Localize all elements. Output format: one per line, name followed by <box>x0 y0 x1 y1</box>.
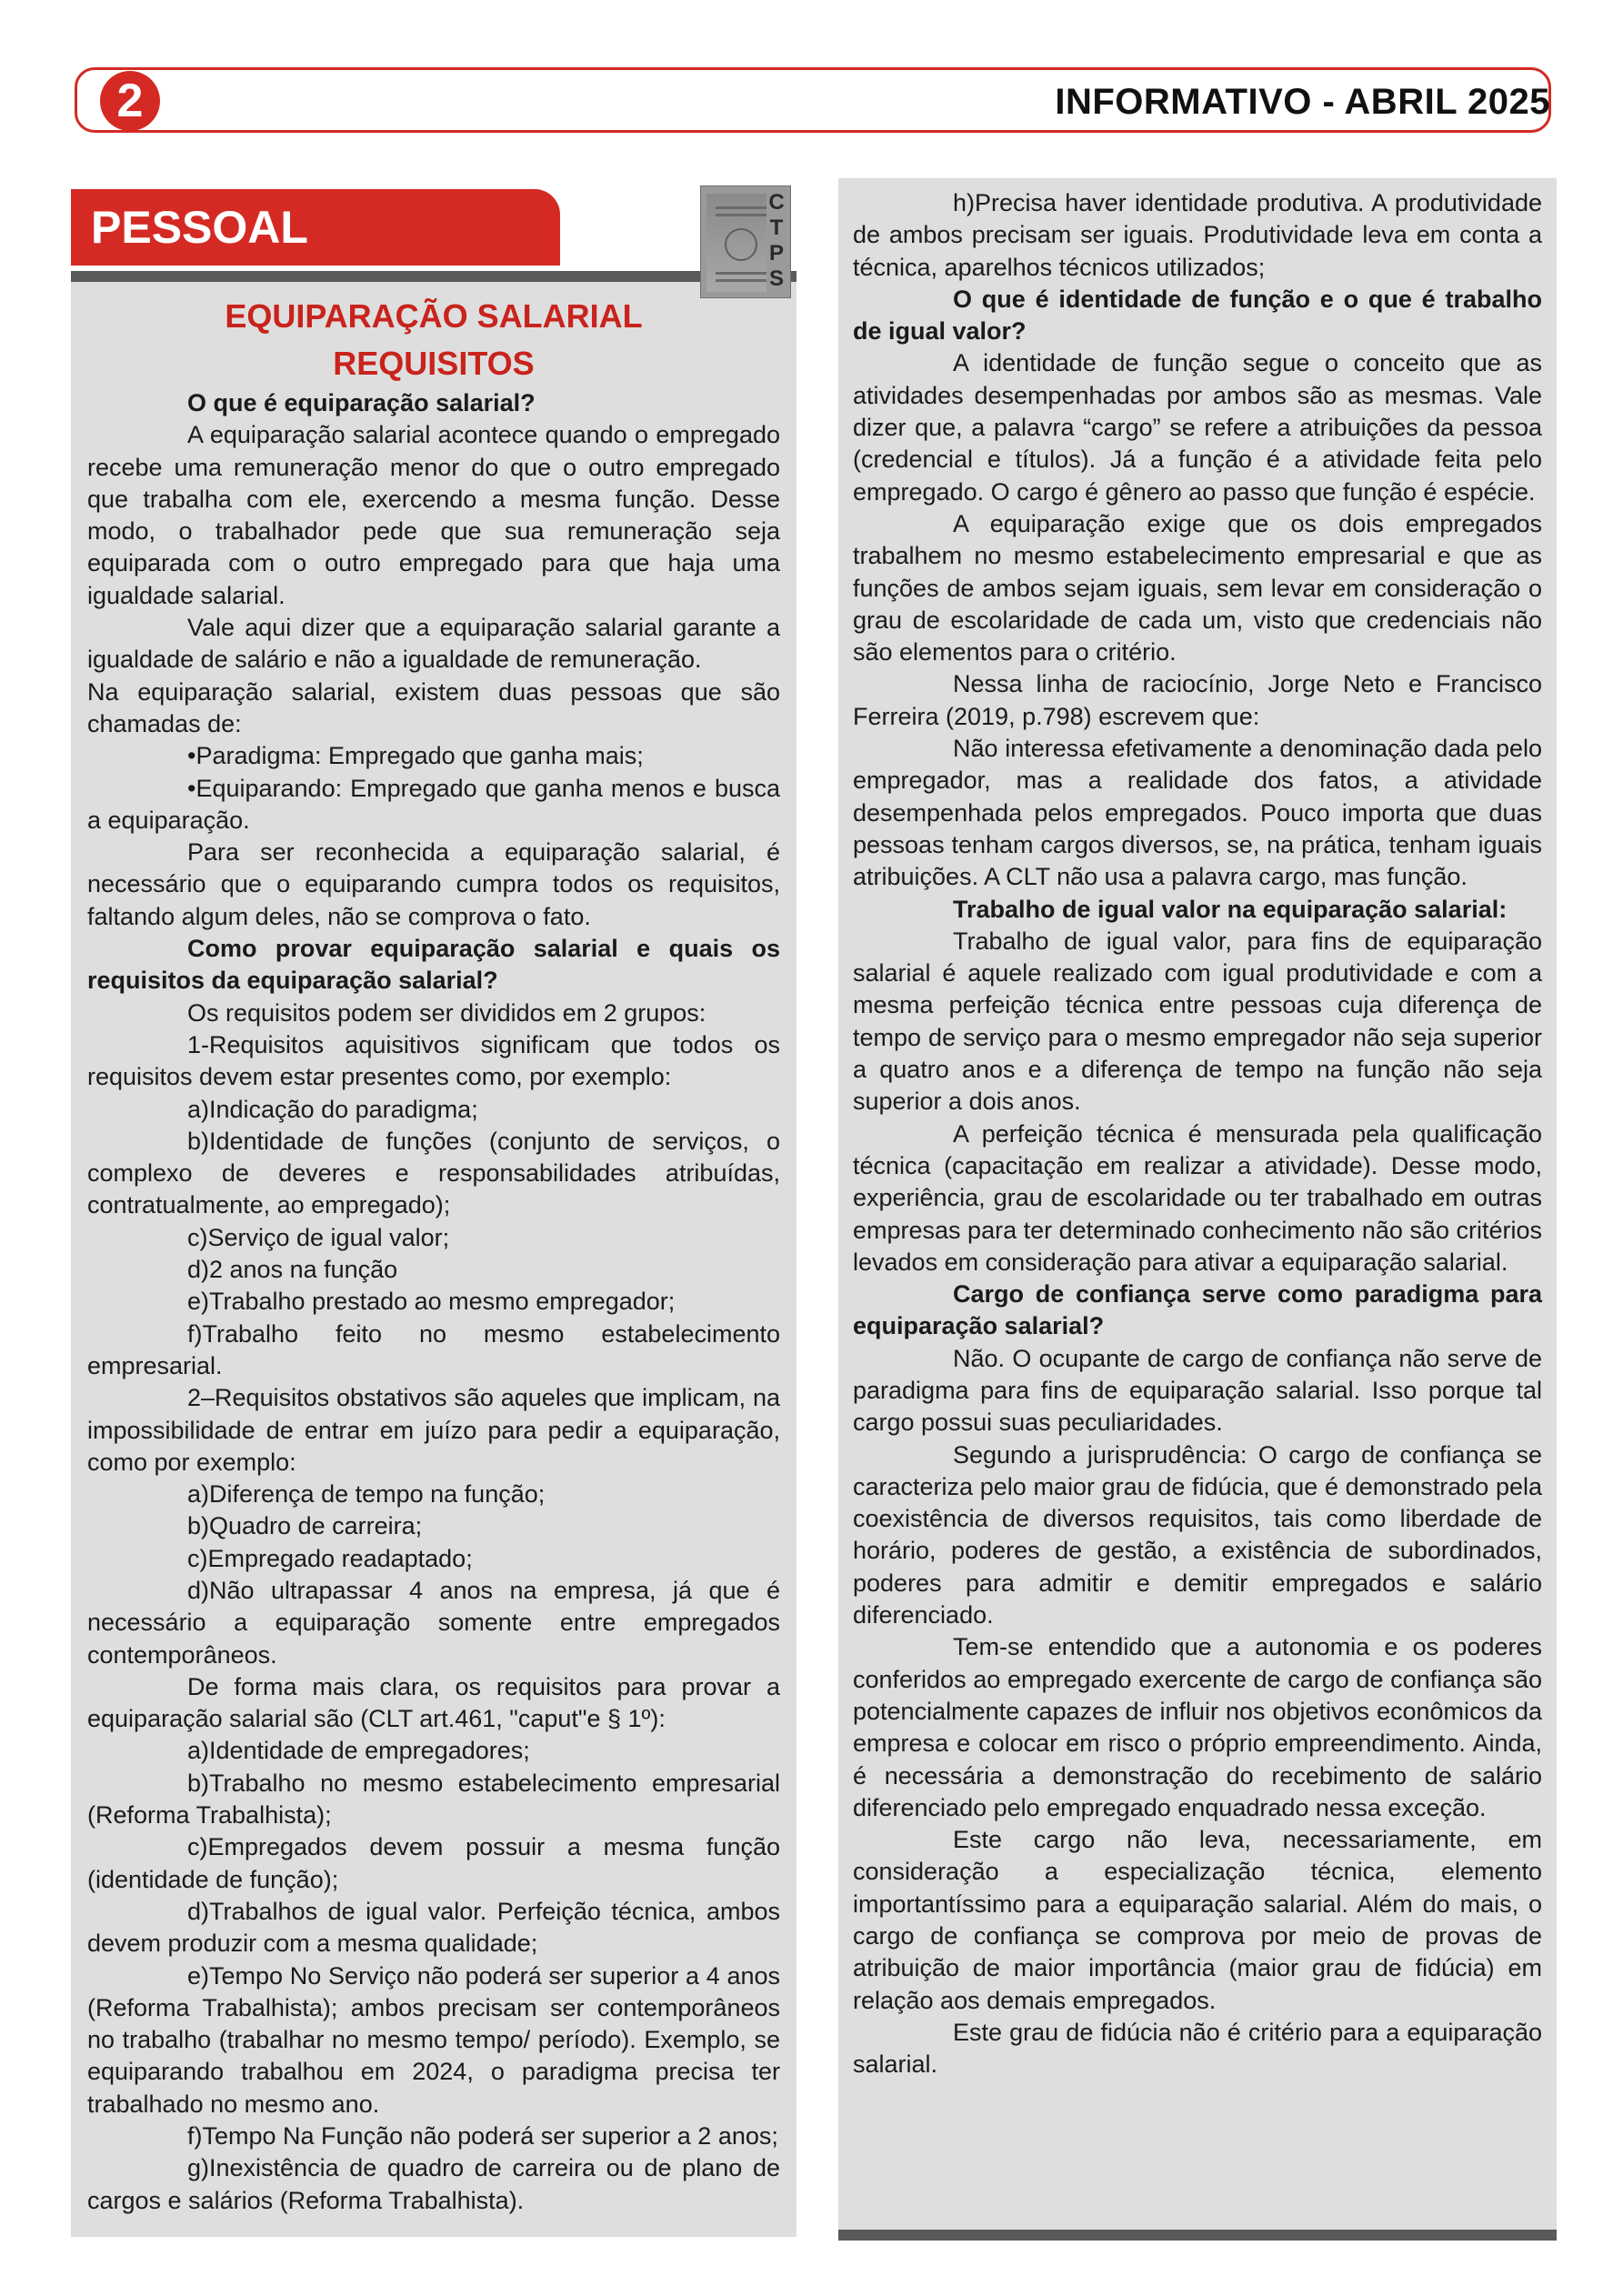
subheading: Como provar equiparação salarial e quais os requisitos da equiparação salarial? <box>87 935 780 995</box>
paragraph: d)2 anos na função <box>187 1256 398 1284</box>
paragraph: •Equiparando: Empregado que ganha menos e busca a equiparação. <box>87 774 780 834</box>
paragraph: f)Tempo Na Função não poderá ser superior a 2 anos; <box>187 2122 778 2151</box>
paragraph: c)Empregado readaptado; <box>187 1544 473 1572</box>
paragraph: b)Trabalho no mesmo estabelecimento empresarial (Reforma Trabalhista); <box>87 1769 780 1830</box>
paragraph: a)Indicação do paradigma; <box>187 1095 478 1123</box>
paragraph: g)Inexistência de quadro de carreira ou de plano de cargos e salários (Reforma Trabalhista). <box>87 2154 780 2214</box>
paragraph: d)Não ultrapassar 4 anos na empresa, já que é necessário a equiparação somente entre empregados contemporâneos. <box>87 1576 780 1669</box>
section-rule <box>71 271 796 282</box>
article-title-line2: REQUISITOS <box>333 345 535 382</box>
right-column-rule <box>838 2230 1557 2241</box>
paragraph: Não. O ocupante de cargo de confiança não serve de paradigma para fins de equiparação salarial. Isso porque tal cargo possui suas peculiaridades. <box>853 1344 1542 1437</box>
ctps-line <box>716 214 766 216</box>
page-number-badge: 2 <box>100 71 160 131</box>
ctps-line <box>716 272 766 275</box>
subheading: Cargo de confiança serve como paradigma para equiparação salarial? <box>853 1280 1542 1340</box>
section-label: PESSOAL <box>91 202 308 253</box>
ctps-letters: C T P S <box>768 190 785 291</box>
paragraph: e)Trabalho prestado ao mesmo empregador; <box>187 1288 676 1316</box>
paragraph: d)Trabalhos de igual valor. Perfeição técnica, ambos devem produzir com a mesma qualidade; <box>87 1897 780 1958</box>
paragraph: Trabalho de igual valor, para fins de equiparação salarial é aquele realizado com igual produtividade e com a mesma perfeição técnica entre pessoas cuja diferença de tempo de serviço para o mesmo empregador não seja superior a quatro anos e a diferença de tempo na função não seja superior a dois anos. <box>853 927 1542 1116</box>
subheading: O que é identidade de função e o que é trabalho de igual valor? <box>853 285 1542 346</box>
paragraph: h)Precisa haver identidade produtiva. A produtividade de ambos precisam ser iguais. Produtividade leva em conta a técnica, aparelhos técnicos utilizados; <box>853 189 1542 281</box>
paragraph: Nessa linha de raciocínio, Jorge Neto e Francisco Ferreira (2019, p.798) escrevem que: <box>853 670 1542 730</box>
ctps-line <box>716 279 766 282</box>
paragraph: A equiparação exige que os dois empregados trabalhem no mesmo estabelecimento empresarial e que as funções de ambos sejam iguais, sem levar em consideração o grau de escolaridade de cada um, visto que credenciais não são elementos para o critério. <box>853 509 1542 667</box>
paragraph: •Paradigma: Empregado que ganha mais; <box>187 742 644 770</box>
left-column-body <box>87 387 780 2217</box>
paragraph: Não interessa efetivamente a denominação dada pelo empregador, mas a realidade dos fatos, a atividade desempenhada pelos empregados. Pouco importa que duas pessoas tenham cargos diversos, se, na prática, tenham iguais atribuições. A CLT não usa a palavra cargo, mas função. <box>853 735 1542 891</box>
paragraph: Este grau de fidúcia não é critério para a equiparação salarial. <box>853 2018 1542 2079</box>
ctps-booklet-icon <box>706 194 766 292</box>
ctps-seal-icon <box>725 228 757 261</box>
paragraph: Vale aqui dizer que a equiparação salarial garante a igualdade de salário e não a igualdade de remuneração. <box>87 614 780 674</box>
paragraph: e)Tempo No Serviço não poderá ser superior a 4 anos (Reforma Trabalhista); ambos precisam ser contemporâneos no trabalho (trabalhar no mesmo tempo/ período). Exemplo, se equiparando trabalhou em 2024, o paradigma precisa ter trabalhado no mesmo ano. <box>87 1961 780 2118</box>
subheading: Trabalho de igual valor na equiparação salarial: <box>953 895 1508 923</box>
paragraph: f)Trabalho feito no mesmo estabelecimento empresarial. <box>87 1319 780 1379</box>
newsletter-title: INFORMATIVO - ABRIL 2025 <box>1055 82 1550 122</box>
paragraph: a)Diferença de tempo na função; <box>187 1480 546 1509</box>
ctps-logo <box>700 185 791 298</box>
paragraph: a)Identidade de empregadores; <box>187 1737 530 1765</box>
left-column <box>71 282 796 2237</box>
paragraph: b)Quadro de carreira; <box>187 1512 423 1540</box>
paragraph: Segundo a jurisprudência: O cargo de confiança se caracteriza pelo maior grau de fidúcia, que é demonstrado pela coexistência de diversos requisitos, tais como liberdade de horário, poderes de gestão, a existência de subordinados, poderes para admitir e demitir empregados e salário diferenciado. <box>853 1440 1542 1629</box>
paragraph: Para ser reconhecida a equiparação salarial, é necessário que o equiparando cumpra todos os requisitos, faltando algum deles, não se comprova o fato. <box>87 838 780 930</box>
paragraph: Na equiparação salarial, existem duas pessoas que são chamadas de: <box>87 677 780 737</box>
paragraph: Os requisitos podem ser divididos em 2 grupos: <box>187 998 706 1027</box>
paragraph: Este cargo não leva, necessariamente, em consideração a especialização técnica, elemento importantíssimo para a equiparação salarial. Além do mais, o cargo de confiança se comprova por meio de provas de atribuição de maior importância (maior grau de fidúcia) em relação aos demais empregados. <box>853 1826 1542 2014</box>
paragraph: A perfeição técnica é mensurada pela qualificação técnica (capacitação em realizar a atividade). Desse modo, experiência, grau de escolaridade ou ter trabalhado em outras empresas para ter determinado conhecimento não são critérios levados em consideração para ativar a equiparação salarial. <box>853 1119 1542 1276</box>
paragraph: 1-Requisitos aquisitivos significam que todos os requisitos devem estar presentes como, por exemplo: <box>87 1030 780 1091</box>
subheading: O que é equiparação salarial? <box>187 389 536 416</box>
paragraph: b)Identidade de funções (conjunto de serviços, o complexo de deveres e responsabilidades atribuídas, contratualmente, ao empregado); <box>87 1127 780 1219</box>
paragraph: A equiparação salarial acontece quando o empregado recebe uma remuneração menor do que o outro empregado que trabalha com ele, exercendo a mesma função. Desse modo, o trabalhador pede que sua remuneração seja equiparada com o outro empregado para que haja uma igualdade salarial. <box>87 421 780 609</box>
paragraph: c)Serviço de igual valor; <box>187 1223 450 1251</box>
paragraph: A identidade de função segue o conceito que as atividades desempenhadas por ambos são as mesmas. Vale dizer que, a palavra “cargo” se refere a atribuições da pessoa (credencial e títulos). Já a função é a atividade feita pelo empregado. O cargo é gênero ao passo que função é espécie. <box>853 349 1542 506</box>
right-column <box>838 178 1557 2237</box>
paragraph: Tem-se entendido que a autonomia e os poderes conferidos ao empregado exercente de cargo de confiança são potencialmente capazes de influir nos objetivos econômicos da empresa e colocar em risco o próprio empreendimento. Ainda, é necessária a demonstração do recebimento de salário diferenciado pelo empregado enquadrado nessa exceção. <box>853 1633 1542 1821</box>
paragraph: De forma mais clara, os requisitos para provar a equiparação salarial são (CLT art.461, "caput"e § 1º): <box>87 1672 780 1733</box>
right-column-body <box>853 187 1542 2081</box>
ctps-line <box>716 206 766 209</box>
article-title-line1: EQUIPARAÇÃO SALARIAL <box>225 297 643 335</box>
paragraph: c)Empregados devem possuir a mesma função (identidade de função); <box>87 1833 780 1893</box>
paragraph: 2–Requisitos obstativos são aqueles que implicam, na impossibilidade de entrar em juízo para pedir a equiparação, como por exemplo: <box>87 1384 780 1476</box>
